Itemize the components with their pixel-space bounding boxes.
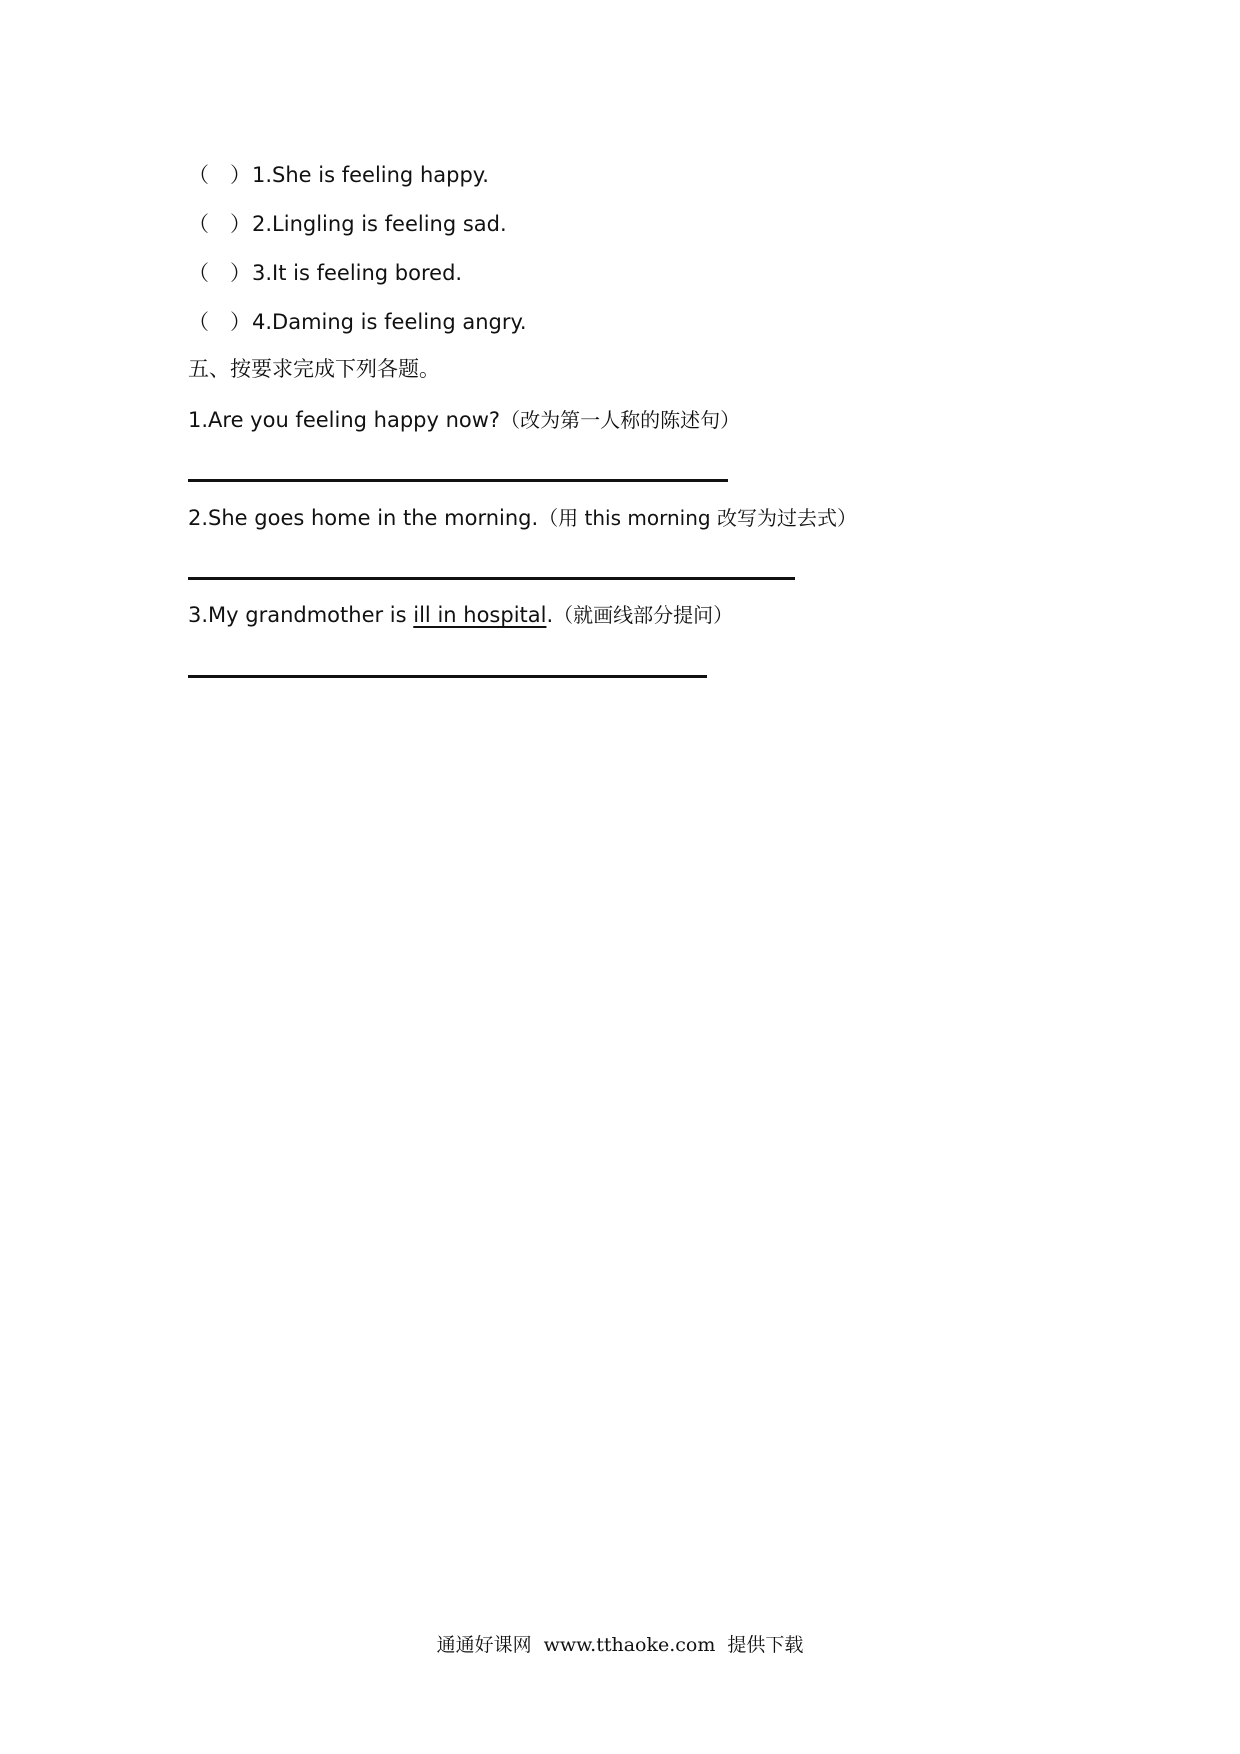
judgement-text: 4.Daming is feeling angry. [252,310,527,334]
judgement-text: 2.Lingling is feeling sad. [252,212,507,236]
judgement-item-3 [188,259,462,287]
question-3 [188,601,733,629]
answer-line-1[interactable] [188,479,728,482]
judgement-item-1 [188,161,489,189]
judgement-item-4 [188,308,527,336]
footer-suffix: 提供下载 [727,1634,804,1656]
question-instruction: （改为第一人称的陈述句） [500,408,741,432]
judgement-text: 1.She is feeling happy. [252,163,489,187]
judgement-text: 3.It is feeling bored. [252,261,463,285]
question-1 [188,406,740,434]
answer-parentheses[interactable]: （ ） [188,261,251,285]
underlined-phrase: ill in hospital [413,603,547,627]
question-text: 3.My grandmother is [188,603,414,627]
question-instruction: （用 this morning 改写为过去式） [538,506,857,530]
question-2 [188,504,857,532]
judgement-item-2 [188,210,507,238]
question-text: 1.Are you feeling happy now? [188,408,501,432]
section-heading: 五、按要求完成下列各题。 [188,357,440,381]
page-footer [0,1632,1240,1658]
answer-line-3[interactable] [188,675,707,678]
answer-parentheses[interactable]: （ ） [188,310,251,334]
footer-url[interactable]: www.tthaoke.com [543,1634,716,1656]
answer-line-2[interactable] [188,577,795,580]
answer-parentheses[interactable]: （ ） [188,163,251,187]
answer-parentheses[interactable]: （ ） [188,212,251,236]
footer-site-name: 通通好课网 [436,1634,532,1656]
question-instruction: （就画线部分提问） [553,603,734,627]
question-text-end: . [546,603,554,627]
question-text: 2.She goes home in the morning. [188,506,539,530]
